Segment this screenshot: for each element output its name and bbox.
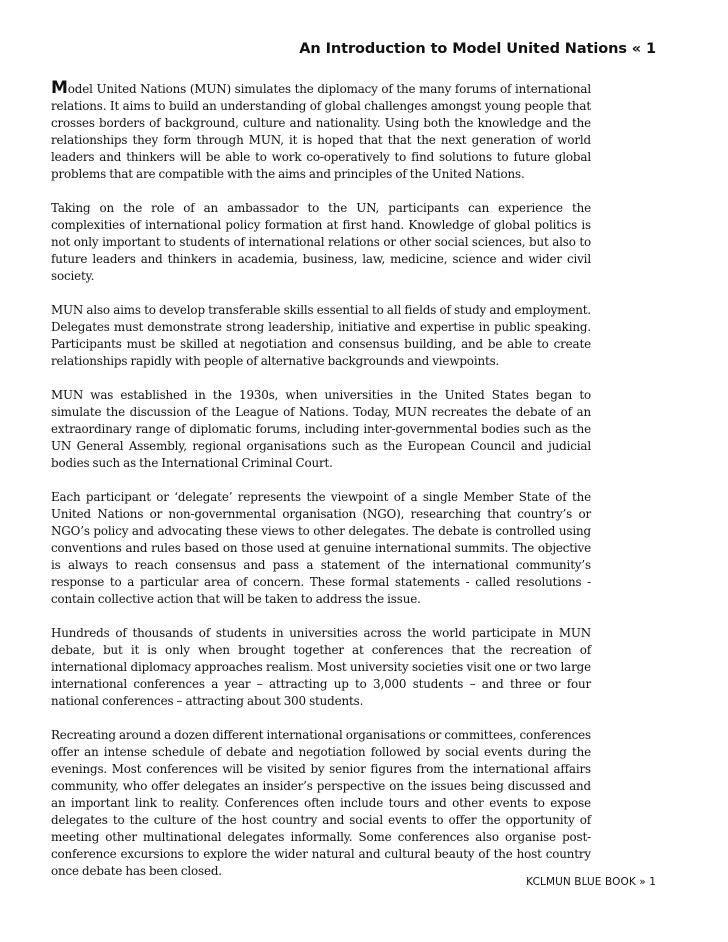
paragraph-3: MUN also aims to develop transferable skills essential to all fields of study and employment. Delegates must demonstrate strong leadership, initiative and expertise in public speaking. Participants must be skilled at negotiation and consensus building, and be able to create relationships rapidly with people of alternative backgrounds and viewpoints. xyxy=(51,303,591,368)
paragraph-5: Each participant or ‘delegate’ represents the viewpoint of a single Member State of the United Nations or non-governmental organisation (NGO), researching that country’s or NGO’s policy and advocating these views to other delegates. The debate is controlled using conventions and rules based on those used at genuine international summits. The objective is always to reach consensus and pass a statement of the international community’s response to a particular area of concern. These formal statements - called resolutions - contain collective action that will be taken to address the issue. xyxy=(51,490,591,606)
article-body xyxy=(51,80,591,897)
paragraph-7: Recreating around a dozen different international organisations or committees, conferences offer an intense schedule of debate and negotiation followed by social events during the evenings. Most conferences will be visited by senior figures from the international affairs community, who offer delegates an insider’s perspective on the issues being discussed and an important link to reality. Conferences often include tours and other events to expose delegates to the culture of the host country and social events to offer the opportunity of meeting other multinational delegates informally. Some conferences also organise post-conference excursions to explore the wider natural and cultural beauty of the host country once debate has been closed. xyxy=(51,728,591,878)
paragraph-1-text: odel United Nations (MUN) simulates the diplomacy of the many forums of international relations. It aims to build an understanding of global challenges amongst young people that crosses borders of background, culture and nationality. Using both the knowledge and the relationships they form through MUN, it is hoped that that the next generation of world leaders and thinkers will be able to work co-operatively to find solutions to future global problems that are compatible with the aims and principles of the United Nations. xyxy=(51,82,591,181)
paragraph-2: Taking on the role of an ambassador to the UN, participants can experience the complexities of international policy formation at first hand. Knowledge of global politics is not only important to students of international relations or other social sciences, but also to future leaders and thinkers in academia, business, law, medicine, science and wider civil society. xyxy=(51,201,591,283)
page-footer: KCLMUN BLUE BOOK » 1 xyxy=(526,876,656,888)
paragraph-6: Hundreds of thousands of students in universities across the world participate in MUN debate, but it is only when brought together at conferences that the recreation of international diplomacy approaches realism. Most university societies visit one or two large international conferences a year – attracting up to 3,000 students – and three or four national conferences – attracting about 300 students. xyxy=(51,626,591,708)
drop-cap: M xyxy=(51,78,68,98)
paragraph-4: MUN was established in the 1930s, when universities in the United States began to simulate the discussion of the League of Nations. Today, MUN recreates the debate of an extraordinary range of diplomatic forums, including inter-governmental bodies such as the UN General Assembly, regional organisations such as the European Council and judicial bodies such as the International Criminal Court. xyxy=(51,388,591,470)
page-header-title: An Introduction to Model United Nations « 1 xyxy=(299,41,656,57)
paragraph-1 xyxy=(51,80,591,183)
